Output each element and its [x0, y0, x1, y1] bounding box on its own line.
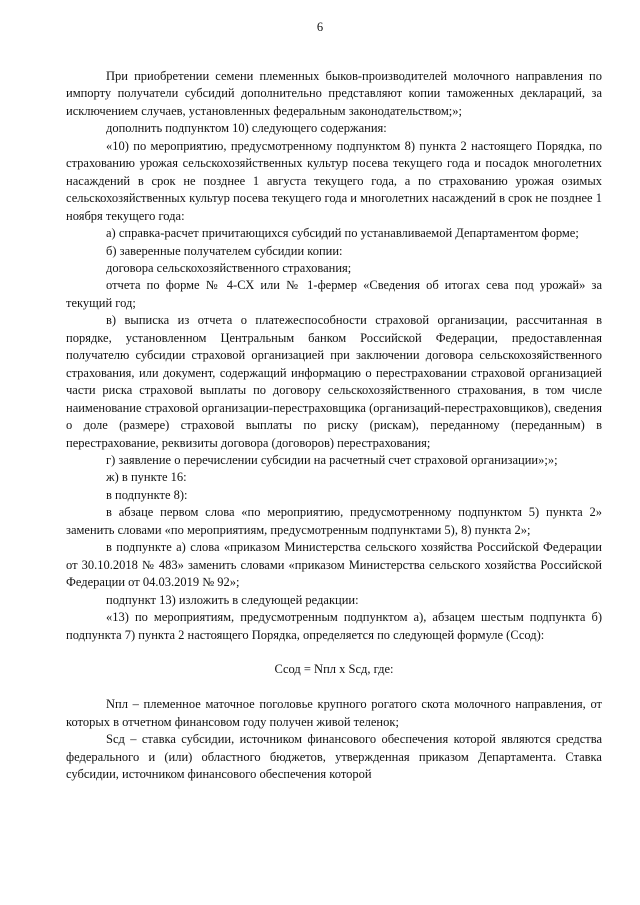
- formula: Ссод = Nпл х Sсд, где:: [274, 661, 394, 676]
- paragraph: в абзаце первом слова «по мероприятию, предусмотренному подпунктом 5) пункта 2» заменить словами «по мероприятиям, предусмотренным подпунктами 5), 8) пункта 2»;: [66, 505, 602, 537]
- paragraph: в подпункте 8):: [106, 487, 188, 502]
- paragraph: а) справка-расчет причитающихся субсидий по устанавливаемой Департаментом форме;: [106, 226, 579, 241]
- paragraph: ж) в пункте 16:: [106, 470, 187, 485]
- page-number: 6: [316, 20, 324, 34]
- paragraph: «13) по мероприятиям, предусмотренным подпунктом а), абзацем шестым подпункта б) подпункта 7) пункта 2 настоящего Порядка, определяется по следующей формуле (Ссод):: [66, 610, 602, 642]
- paragraph: в) выписка из отчета о платежеспособности страховой организации, рассчитанная в порядке, установленном Центральным банком Российской Федерации, предоставленная получателю субсидии страховой организацией при заключении договора сельскохозяйственного страхования, или документ, содержащий информацию о перестраховании страховой организацией части риска страховой выплаты по договору сельскохозяйственного страхования, в том числе наименование страховой организации-перестраховщика (организаций-перестраховщиков), сведения о доле (размере) страховой выплаты по риску (рискам), переданному (переданным) в перестрахование, реквизиты договора (договоров) перестрахования;: [66, 313, 602, 450]
- paragraph: Sсд – ставка субсидии, источником финансового обеспечения которой являются средства федерального и (или) областного бюджетов, утвержденная приказом Департамента. Ставка субсидии, источником финансового обеспечения которой: [66, 732, 602, 782]
- paragraph: При приобретении семени племенных быков-производителей молочного направления по импорту получатели субсидий дополнительно представляют копии таможенных деклараций, за исключением случаев, установленных федеральным законодательством;»;: [66, 69, 602, 118]
- paragraph: Nпл – племенное маточное поголовье крупного рогатого скота молочного направления, от которых в отчетном финансовом году получен живой теленок;: [66, 697, 602, 729]
- paragraph: г) заявление о перечислении субсидии на расчетный счет страховой организации»;»;: [106, 452, 558, 467]
- paragraph: б) заверенные получателем субсидии копии:: [106, 243, 343, 258]
- paragraph: отчета по форме № 4-СХ или № 1-фермер «Сведения об итогах сева под урожай» за текущий год;: [66, 278, 602, 310]
- paragraph: подпункт 13) изложить в следующей редакции:: [106, 592, 359, 607]
- document-body: [66, 68, 602, 784]
- paragraph: в подпункте а) слова «приказом Министерства сельского хозяйства Российской Федерации от 30.10.2018 № 483» заменить словами «приказом Министерства сельского хозяйства Российской Федерации от 04.03.2019 № 92»;: [66, 540, 602, 590]
- paragraph: договора сельскохозяйственного страхования;: [106, 260, 352, 275]
- paragraph: дополнить подпунктом 10) следующего содержания:: [106, 121, 387, 136]
- paragraph: «10) по мероприятию, предусмотренному подпунктом 8) пункта 2 настоящего Порядка, по страхованию урожая сельскохозяйственных культур посева текущего года и посадок многолетних насаждений в срок не позднее 1 августа текущего года, а по страхованию урожая озимых сельскохозяйственных культур посева текущего года и многолетних насаждений в срок не позднее 1 ноября текущего года:: [66, 138, 602, 223]
